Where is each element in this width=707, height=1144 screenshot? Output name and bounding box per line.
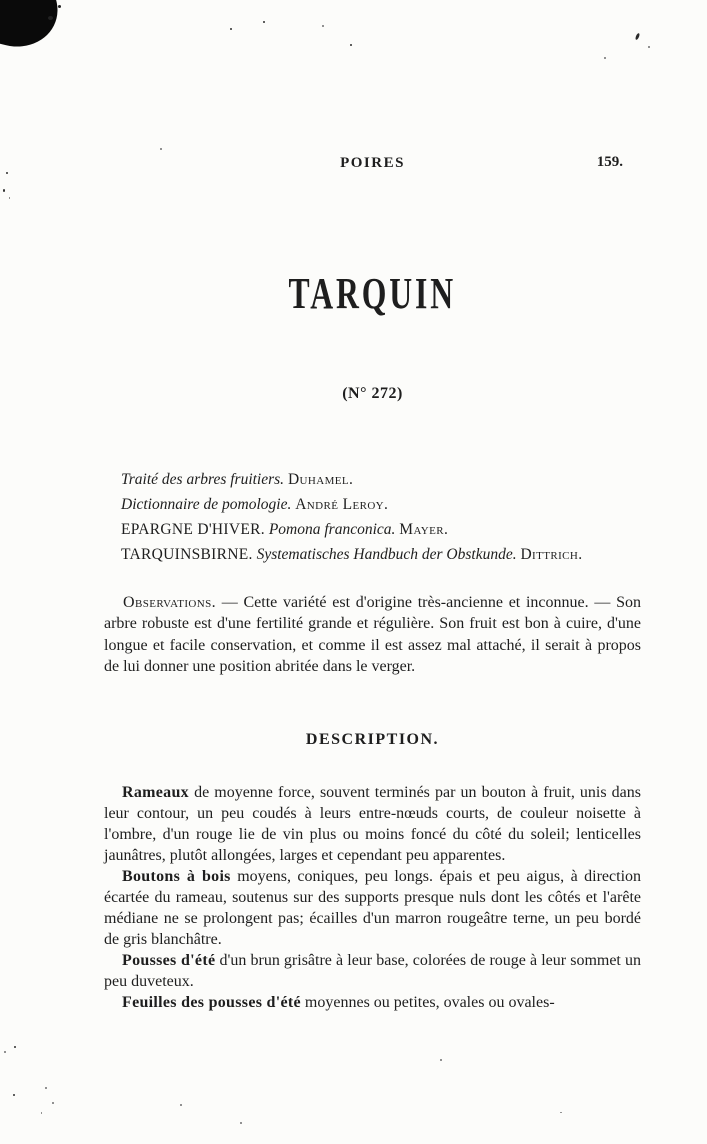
scan-speck (3, 189, 5, 192)
scan-speck (45, 1087, 47, 1089)
paragraph-text: moyens, coniques, peu longs. épais et peu aigus, à direction écartée du rameau, soutenus sur des supports presque nuls dont les côtés et l'arête médiane ne se prolongent pas; écailles d'un marron rougeâtre terne, un peu bordé de gris blanchâtre. (104, 868, 642, 948)
plate-number: (N° 272) (342, 385, 403, 402)
bib-author: Mayer. (399, 521, 449, 538)
scan-speck (6, 172, 8, 174)
bib-work-title: Traité des arbres fruitiers. (121, 471, 285, 488)
paragraph-text: de moyenne force, souvent terminés par un bouton à fruit, unis dans leur contour, un peu coudés à leurs entre-nœuds courts, de couleur noisette à l'ombre, d'un rouge lie de vin plus ou moins foncé du côté du soleil; lenticelles jaunâtres, plutôt allongées, larges et cependant peu apparentes. (104, 784, 642, 864)
description-body (104, 782, 641, 1013)
bibliography-entry (121, 467, 641, 492)
paragraph-lead: Rameaux (122, 784, 189, 801)
observations-paragraph (104, 592, 641, 678)
description-paragraph-rameaux (104, 782, 641, 866)
scan-speck (4, 1051, 6, 1053)
paragraph-text: moyennes ou petites, ovales ou ovales- (304, 994, 555, 1011)
bibliography-entry (121, 517, 641, 542)
section-heading: DESCRIPTION. (305, 731, 440, 748)
variety-title (104, 269, 641, 318)
scan-speck (14, 1046, 16, 1048)
scan-speck (48, 16, 53, 20)
bibliography-entry (121, 492, 641, 517)
scan-speck (648, 46, 650, 48)
bibliography-list (121, 467, 641, 567)
paragraph-lead: Boutons à bois (122, 868, 231, 885)
description-paragraph-boutons (104, 866, 641, 950)
paragraph-lead: Pousses d'été (122, 952, 216, 969)
bibliography-entry (121, 542, 641, 567)
paragraph-lead: Feuilles des pousses d'été (122, 994, 301, 1011)
description-paragraph-pousses (104, 950, 641, 992)
scan-speck (52, 1102, 54, 1104)
paragraph-text: d'un brun grisâtre à leur base, colorées de rouge à leur sommet un peu duveteux. (104, 952, 642, 990)
bib-work-title: Systematisches Handbuch der Obstkunde. (256, 546, 517, 563)
observations-text: — Cette variété est d'origine très-ancienne et inconnue. — Son arbre robuste est d'une fertilité grande et régulière. Son fruit est bon à cuire, d'une longue et facile conservation, et comme il est assez mal attaché, il serait à propos de lui donner une position abritée dans le verger. (104, 594, 642, 676)
variety-title-text: TARQUIN (288, 269, 457, 318)
corner-ink-smudge (0, 0, 66, 55)
description-paragraph-feuilles (104, 992, 641, 1013)
page-number: 159. (596, 154, 623, 170)
observations-label: Observations. (123, 594, 217, 611)
running-title: POIRES (340, 155, 405, 171)
scan-speck (9, 197, 10, 199)
scan-speck (41, 1112, 42, 1114)
running-head (104, 154, 641, 174)
text-column (104, 0, 641, 1144)
bib-author: Duhamel. (287, 471, 354, 488)
bib-entry-name: EPARGNE D'HIVER. (121, 521, 265, 538)
scan-speck (58, 5, 61, 8)
bib-work-title: Pomona franconica. (268, 521, 396, 538)
bib-author: André Leroy. (295, 496, 389, 513)
bib-author: Dittrich. (520, 546, 583, 563)
scan-speck (13, 1094, 15, 1096)
bib-entry-name: TARQUINSBIRNE. (121, 546, 253, 563)
bib-work-title: Dictionnaire de pomologie. (121, 496, 292, 513)
